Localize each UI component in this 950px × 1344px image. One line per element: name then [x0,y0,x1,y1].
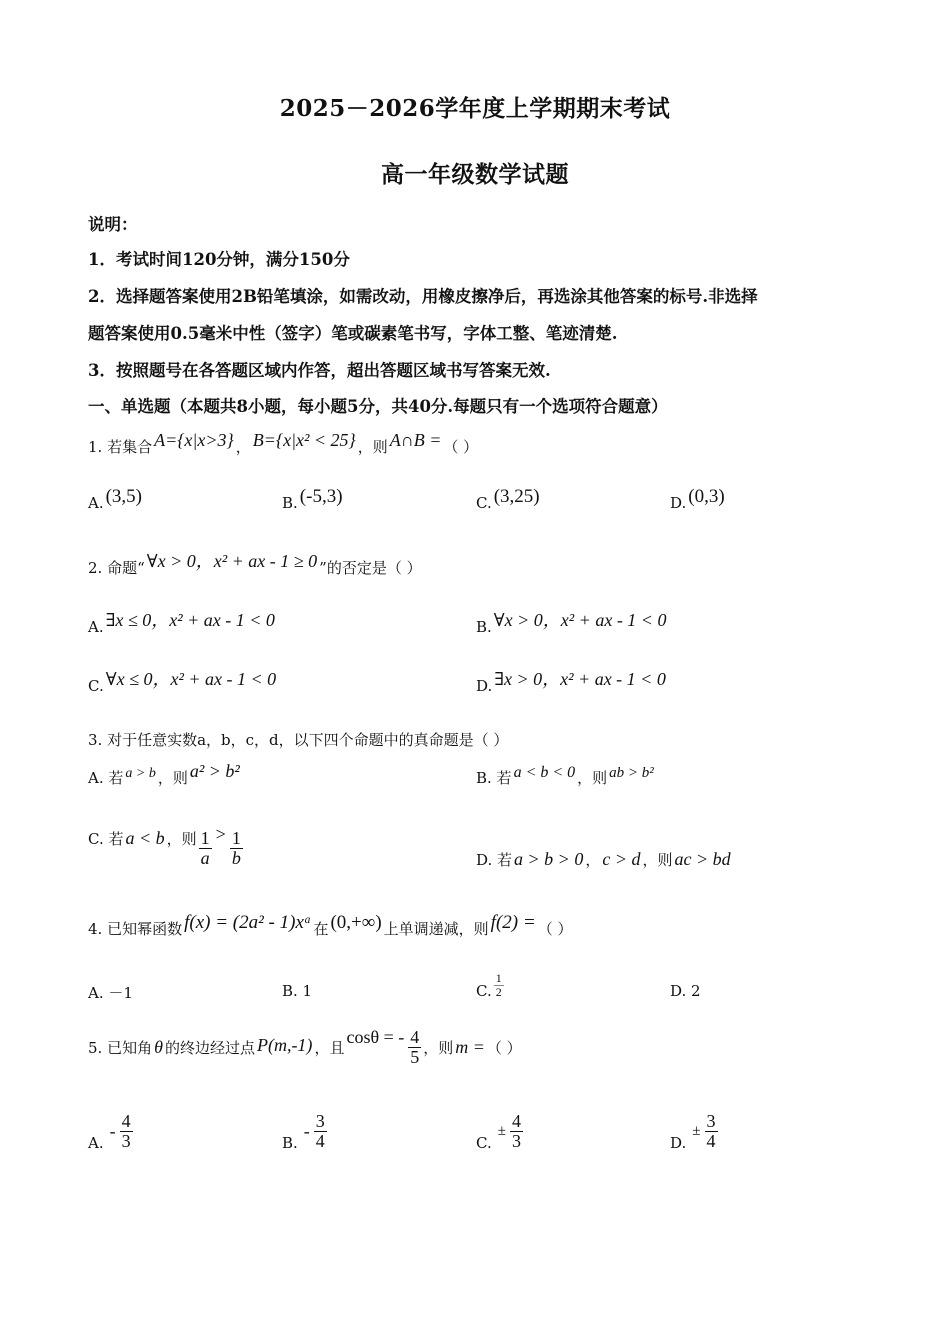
q3-text: 3. 对于任意实数a，b，c，d，以下四个命题中的真命题是（ ） [88,731,509,749]
q1-expr: A∩B = [389,430,442,450]
fraction-one-over-b [230,829,243,868]
fraction-value [120,1112,133,1151]
question-4 [88,912,573,940]
q1-comma: ， [235,438,251,456]
option-label: B. [282,1134,298,1153]
fraction-denominator: 3 [511,1130,521,1151]
option-value: (3,5) [105,486,143,507]
q1-mid: ，则 [357,438,388,456]
option-label: B. [476,618,492,636]
option-label: D. 若 [476,851,513,869]
fraction-value [705,1112,718,1151]
option-condition: c > d [602,849,641,869]
option-condition: a > b [125,766,156,781]
q5-point: P(m,-1) [256,1034,313,1055]
fraction-denominator: b [231,847,241,868]
option-sign: ± [497,1122,506,1139]
option-condition: a < b < 0 [513,764,576,781]
question-1 [88,430,479,457]
q1-option-d[interactable] [670,486,727,514]
fraction-denominator: 4 [315,1130,325,1151]
option-separator: ， [585,851,601,869]
q2-pre: 2. 命题“ [88,559,145,577]
option-result: ac > bd [674,849,731,869]
section-heading: 一、单选题（本题共8小题，每小题5分，共40分.每题只有一个选项符合题意） [88,397,668,416]
notes-label: 说明： [88,215,138,234]
option-result: ab > b² [609,765,654,781]
question-2 [88,553,422,579]
note-3: 3．按照题号在各答题区域内作答，超出答题区域书写答案无效. [88,361,551,380]
option-label: C. [476,494,492,512]
option-value: (3,25) [493,486,540,507]
option-result: a² > b² [189,761,240,781]
option-value: (0,3) [688,486,725,507]
fraction-numerator: 1 [495,971,502,985]
option-text: B. 1 [282,982,313,1000]
q5-option-c[interactable] [476,1112,525,1151]
q4-pre: 4. 已知幂函数 [88,920,183,938]
note-1: 1．考试时间120分钟，满分150分 [88,250,350,269]
fraction-numerator: 3 [706,1111,716,1131]
option-label: C. [88,677,104,695]
q1-option-a[interactable] [88,486,144,514]
q4-option-a[interactable] [88,982,133,1003]
q5-m: m = [455,1036,485,1057]
q5-cos: cosθ = - [346,1026,405,1047]
q1-pre: 1. 若集合 [88,438,153,456]
fraction-denominator: 5 [410,1046,420,1067]
q4-expr: f(2) = [490,912,536,933]
option-value: ∀x ≤ 0，x² + ax - 1 < 0 [105,669,277,689]
fraction-numerator: 4 [121,1111,131,1131]
fraction-one-over-a [199,829,212,868]
option-label: A. [88,494,104,512]
q3-option-b[interactable] [476,764,656,788]
q4-function: f(x) = (2a² - 1)xᵃ [184,912,312,933]
option-sign: - [303,1120,310,1141]
q3-option-c[interactable] [88,824,245,868]
fraction-denominator: 4 [706,1130,716,1151]
fraction-numerator: 4 [410,1027,420,1047]
q2-option-d[interactable] [476,671,668,697]
q1-post: （ ） [443,438,479,456]
option-label: A. [88,618,104,636]
q2-option-c[interactable] [88,671,278,697]
option-label: B. 若 [476,769,512,787]
q5-option-d[interactable] [670,1112,720,1151]
q4-mid2: 上单调递减，则 [383,920,489,938]
fraction-four-fifths [408,1028,421,1067]
question-3 [88,729,508,750]
option-value: (-5,3) [299,486,343,507]
fraction-numerator: 1 [200,828,210,848]
q4-option-c[interactable] [476,968,506,998]
option-value: ∃x > 0，x² + ax - 1 < 0 [494,669,666,689]
option-condition: a > b > 0 [514,849,584,869]
fraction-value [314,1112,327,1151]
option-connector: ，则 [157,769,188,787]
option-sign: - [109,1120,116,1141]
fraction-denominator: 3 [121,1130,131,1151]
q5-pre: 5. 已知角 [88,1038,153,1057]
q1-option-c[interactable] [476,486,542,514]
greater-than-sign: > [215,824,226,844]
q2-post: ”的否定是（ ） [319,559,422,577]
fraction-numerator: 3 [315,1111,325,1131]
q5-option-a[interactable] [88,1112,135,1151]
option-text: D. 2 [670,982,701,1000]
q2-expr: ∀x > 0，x² + ax - 1 ≥ 0 [146,551,318,571]
option-connector: ，则 [642,851,673,869]
q2-option-a[interactable] [88,612,277,638]
q5-mid2: ，且 [314,1038,345,1057]
option-text: A. －1 [88,984,133,1002]
fraction-value [510,1112,523,1151]
q5-theta: θ [154,1036,163,1057]
option-label: A. 若 [88,769,124,787]
q4-mid1: 在 [313,920,329,938]
fraction-denominator: 2 [495,984,502,999]
q1-option-b[interactable] [282,486,345,514]
fraction-denominator: a [200,847,210,868]
fraction-numerator: 1 [231,828,241,848]
option-condition: a < b [125,828,165,848]
q2-option-b[interactable] [476,612,668,638]
option-label: D. [670,1134,687,1153]
q1-set-b: B={x|x² < 25} [252,430,356,450]
q4-option-d[interactable] [670,982,701,1000]
q4-option-b[interactable] [282,982,312,1000]
exam-subtitle: 高一年级数学试题 [381,161,569,188]
note-2-line-2: 题答案使用0.5毫米中性（签字）笔或碳素笔书写，字体工整、笔迹清楚. [88,324,618,343]
option-label: A. [88,1134,104,1153]
q4-post: （ ） [537,920,573,938]
option-value: ∃x ≤ 0，x² + ax - 1 < 0 [105,610,275,630]
option-sign: ± [692,1122,701,1139]
note-2-line-1: 2．选择题答案使用2B铅笔填涂，如需改动，用橡皮擦净后，再选涂其他答案的标号.非选择 [88,287,758,306]
option-label: B. [282,494,298,512]
option-connector: ，则 [166,830,197,848]
q4-interval: (0,+∞) [330,912,382,933]
option-connector: ，则 [577,769,608,787]
fraction-numerator: 4 [511,1111,521,1131]
option-label: C. [476,1134,492,1153]
option-label: D. [670,494,687,512]
q5-mid3: ，则 [423,1038,454,1057]
q5-mid1: 的终边经过点 [164,1038,255,1057]
q1-set-a: A={x|x>3} [154,430,234,450]
q3-option-a[interactable] [88,761,242,788]
q5-option-b[interactable] [282,1112,329,1151]
q3-option-d[interactable] [476,849,733,870]
option-label: D. [476,677,493,695]
question-5 [88,1028,522,1067]
fraction-one-half [494,972,504,998]
exam-title: 2025－2026学年度上学期期末考试 [279,95,671,122]
option-value: ∀x > 0，x² + ax - 1 < 0 [493,610,667,630]
option-label: C. 若 [88,830,124,848]
option-label: C. [476,982,492,1000]
q5-post: （ ） [486,1038,522,1057]
